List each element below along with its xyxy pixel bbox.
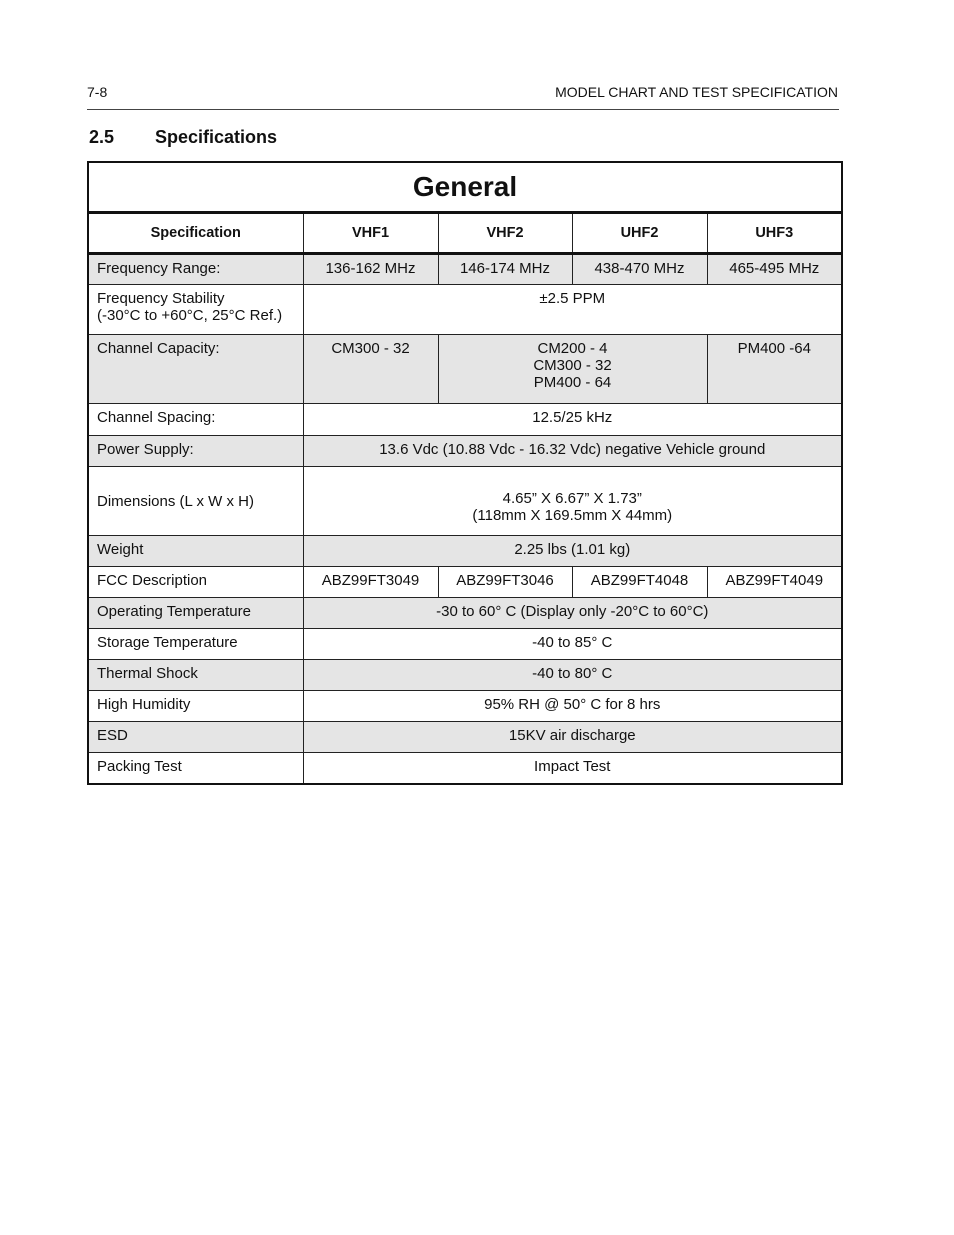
- dimensions-mm: (118mm X 169.5mm X 44mm): [472, 507, 673, 524]
- row-label-fcc-description: FCC Description: [88, 567, 303, 598]
- header-rule: [87, 109, 839, 110]
- frequency-range-vhf1: 136-162 MHz: [303, 254, 438, 285]
- table-row: [88, 691, 842, 722]
- operating-temperature-value: -30 to 60° C (Display only -20°C to 60°C): [303, 598, 842, 629]
- fcc-vhf1: ABZ99FT3049: [303, 567, 438, 598]
- row-label-frequency-stability: [88, 285, 303, 335]
- row-label-packing-test: Packing Test: [88, 753, 303, 784]
- channel-capacity-uhf3: PM400 -64: [707, 335, 842, 404]
- page-number: 7-8: [87, 84, 108, 100]
- table-row: [88, 467, 842, 536]
- packing-test-value: Impact Test: [303, 753, 842, 784]
- row-label-storage-temperature: Storage Temperature: [88, 629, 303, 660]
- channel-capacity-vhf2-uhf2: [438, 335, 707, 404]
- column-header-vhf1: VHF1: [303, 213, 438, 254]
- high-humidity-value: 95% RH @ 50° C for 8 hrs: [303, 691, 842, 722]
- table-row: [88, 660, 842, 691]
- row-label-channel-capacity: Channel Capacity:: [88, 335, 303, 404]
- fcc-uhf2: ABZ99FT4048: [572, 567, 707, 598]
- channel-capacity-line: PM400 - 64: [533, 374, 612, 391]
- row-label-operating-temperature: Operating Temperature: [88, 598, 303, 629]
- table-row: [88, 536, 842, 567]
- column-header-uhf2: UHF2: [572, 213, 707, 254]
- frequency-range-uhf2: 438-470 MHz: [572, 254, 707, 285]
- frequency-range-uhf3: 465-495 MHz: [707, 254, 842, 285]
- thermal-shock-value: -40 to 80° C: [303, 660, 842, 691]
- channel-capacity-vhf1: CM300 - 32: [303, 335, 438, 404]
- table-row: [88, 254, 842, 285]
- column-header-specification: Specification: [88, 213, 303, 254]
- running-title: MODEL CHART AND TEST SPECIFICATION: [555, 84, 838, 100]
- power-supply-value: 13.6 Vdc (10.88 Vdc - 16.32 Vdc) negative Vehicle ground: [303, 436, 842, 467]
- frequency-stability-value: ±2.5 PPM: [303, 285, 842, 335]
- row-label-power-supply: Power Supply:: [88, 436, 303, 467]
- row-label-weight: Weight: [88, 536, 303, 567]
- row-label-high-humidity: High Humidity: [88, 691, 303, 722]
- frequency-range-vhf2: 146-174 MHz: [438, 254, 572, 285]
- table-row: [88, 404, 842, 436]
- table-row: [88, 753, 842, 784]
- column-header-uhf3: UHF3: [707, 213, 842, 254]
- table-row: [88, 436, 842, 467]
- fcc-uhf3: ABZ99FT4049: [707, 567, 842, 598]
- table-row: [88, 567, 842, 598]
- section-title: Specifications: [155, 127, 278, 147]
- table-row: [88, 629, 842, 660]
- dimensions-value: [303, 467, 842, 536]
- frequency-stability-label-line1: Frequency Stability: [97, 290, 225, 307]
- table-row: [88, 285, 842, 335]
- table-title: General: [88, 162, 842, 213]
- weight-value: 2.25 lbs (1.01 kg): [303, 536, 842, 567]
- table-row: [88, 722, 842, 753]
- dimensions-inches: 4.65” X 6.67” X 1.73”: [502, 490, 642, 507]
- frequency-stability-label-line2: (-30°C to +60°C, 25°C Ref.): [97, 307, 283, 324]
- column-header-vhf2: VHF2: [438, 213, 572, 254]
- table-row: [88, 335, 842, 404]
- table-row: [88, 598, 842, 629]
- fcc-vhf2: ABZ99FT3046: [438, 567, 572, 598]
- row-label-channel-spacing: Channel Spacing:: [88, 404, 303, 436]
- channel-spacing-value: 12.5/25 kHz: [303, 404, 842, 436]
- channel-capacity-line: CM200 - 4: [537, 340, 608, 357]
- row-label-thermal-shock: Thermal Shock: [88, 660, 303, 691]
- storage-temperature-value: -40 to 85° C: [303, 629, 842, 660]
- row-label-frequency-range: Frequency Range:: [88, 254, 303, 285]
- row-label-dimensions: Dimensions (L x W x H): [88, 467, 303, 536]
- esd-value: 15KV air discharge: [303, 722, 842, 753]
- row-label-esd: ESD: [88, 722, 303, 753]
- section-number: 2.5: [89, 127, 115, 147]
- channel-capacity-line: CM300 - 32: [533, 357, 612, 374]
- specifications-table: [87, 161, 843, 785]
